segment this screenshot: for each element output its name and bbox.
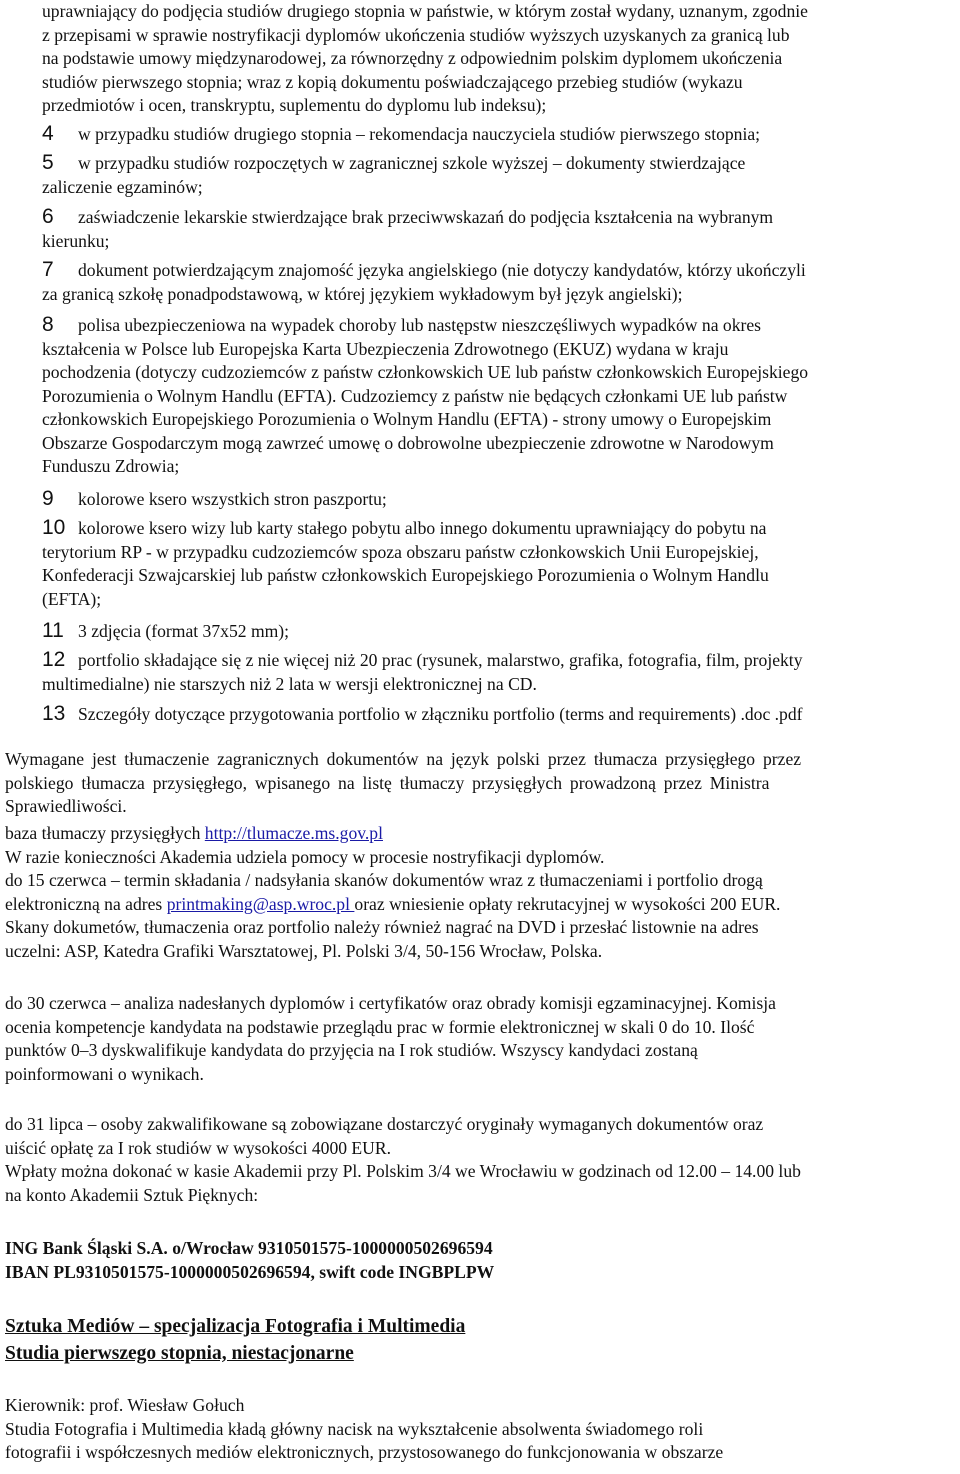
paragraph-line: Sprawiedliwości.	[5, 796, 127, 816]
paragraph-line: ocenia kompetencje kandydata na podstawie przeglądu prac w formie elektronicznej w skali 0 do 10. Ilość	[5, 1016, 755, 1037]
item-text: portfolio składające się z nie więcej niż 20 prac (rysunek, malarstwo, grafika, fotografia, film, projekty	[78, 650, 803, 670]
item-text-cont: kształcenia w Polsce lub Europejska Karta Ubezpieczenia Zdrowotnego (EKUZ) wydana w kraju	[42, 338, 729, 359]
list-item-12	[42, 648, 958, 696]
list-item-13	[42, 702, 958, 727]
intro-line: studiów pierwszego stopnia; wraz z kopią dokumentu poświadczającego przebieg studiów (wykazu	[42, 71, 743, 92]
item-text: 3 zdjęcia (format 37x52 mm);	[78, 621, 290, 641]
list-item-8	[42, 313, 958, 479]
item-text: zaświadczenie lekarskie stwierdzające brak przeciwwskazań do podjęcia kształcenia na wybranym	[78, 207, 774, 227]
section-subtitle: Studia pierwszego stopnia, niestacjonarne	[5, 1343, 354, 1364]
intro-line: z przepisami w sprawie nostryfikacji dyplomów ukończenia studiów wyższych uzyskanych za granicą lub	[42, 24, 790, 45]
paragraph-line: punktów 0–3 dyskwalifikuje kandydata do przyjęcia na I rok studiów. Wszyscy kandydaci zostaną	[5, 1040, 698, 1060]
list-item-9	[42, 487, 958, 512]
item-text-cont: kierunku;	[42, 230, 110, 251]
intro-paragraph	[42, 0, 958, 118]
paragraph-line: fotografii i współczesnych mediów elektronicznych, przystosowanego do funkcjonowania w obszarze	[5, 1442, 724, 1462]
payment-paragraph	[5, 1113, 960, 1207]
item-text-cont: Porozumienia o Wolnym Handlu (EFTA). Cudzoziemcy z państw nie będących członkami UE lub państw	[42, 385, 788, 406]
list-item-4	[42, 122, 958, 147]
nostryfikacja-line: W razie konieczności Akademia udziela pomocy w procesie nostryfikacji dyplomów.	[5, 846, 605, 867]
email-label: elektroniczną na adres	[5, 893, 167, 914]
item-text: dokument potwierdzającym znajomość języka angielskiego (nie dotyczy kandydatów, którzy ukończyli	[78, 260, 806, 280]
item-text-cont: Konfederacji Szwajcarskiej lub państw członkowskich Europejskiego Porozumienia o Wolnym Handlu	[42, 565, 769, 585]
bank-details	[5, 1237, 960, 1284]
list-item-10	[42, 516, 958, 611]
info-paragraph	[5, 822, 960, 963]
translators-database-link[interactable]: http://tlumacze.ms.gov.pl	[204, 823, 383, 843]
translation-paragraph	[5, 748, 960, 819]
section-heading	[5, 1313, 960, 1367]
section-body	[5, 1394, 960, 1465]
paragraph-line: Studia Fotografia i Multimedia kładą główny nacisk na wykształcenie absolwenta świadomego roli	[5, 1418, 704, 1439]
item-text-cont: członkowskich Europejskiego Porozumienia o Wolnym Handlu (EFTA) - strony umowy o Europejskim	[42, 409, 772, 429]
item-number: 10	[42, 516, 66, 539]
analysis-paragraph	[5, 992, 960, 1086]
item-number: 7	[42, 258, 54, 281]
email-suffix: oraz wniesienie opłaty rekrutacyjnej w wysokości 200 EUR.	[354, 893, 781, 914]
item-number: 5	[42, 151, 54, 174]
paragraph-line: Wymagane jest tłumaczenie zagranicznych dokumentów na język polski przez tłumacza przysięgłego przez	[5, 749, 802, 769]
item-text-cont: Obszarze Gospodarczym mogą zawrzeć umowę o dobrowolne ubezpieczenie zdrowotne w Narodowym	[42, 432, 774, 453]
item-text-cont: pochodzenia (dotyczy cudzoziemców z państw członkowskich UE lub państw członkowskich Europejskiego	[42, 362, 809, 382]
paragraph-line: polskiego tłumacza przysięgłego, wpisanego na listę tłumaczy przysięgłych prowadzoną przez Ministra	[5, 772, 770, 793]
paragraph-line: Wpłaty można dokonać w kasie Akademii przy Pl. Polskim 3/4 we Wrocławiu w godzinach od 12.00 – 14.00 lub	[5, 1161, 801, 1181]
item-text: kolorowe ksero wizy lub karty stałego pobytu albo innego dokumentu uprawniający do pobytu na	[78, 518, 767, 538]
paragraph-line: do 30 czerwca – analiza nadesłanych dyplomów i certyfikatów oraz obrady komisji egzaminacyjnej. Komisja	[5, 993, 776, 1013]
paragraph-line: na konto Akademii Sztuk Pięknych:	[5, 1184, 259, 1205]
item-text-cont: Funduszu Zdrowia;	[42, 456, 180, 476]
bank-account-line: ING Bank Śląski S.A. o/Wrocław 9310501575-1000000502696594	[5, 1238, 493, 1258]
item-number: 4	[42, 122, 54, 145]
item-text-cont: zaliczenie egzaminów;	[42, 176, 203, 197]
paragraph-line: poinformowani o wynikach.	[5, 1063, 204, 1084]
item-text-cont: multimedialne) nie starszych niż 2 lata w wersji elektronicznej na CD.	[42, 673, 537, 694]
item-number: 13	[42, 702, 66, 725]
kierownik-line: Kierownik: prof. Wiesław Gołuch	[5, 1395, 245, 1415]
item-number: 12	[42, 648, 66, 671]
item-number: 8	[42, 313, 54, 336]
item-text: kolorowe ksero wszystkich stron paszportu;	[78, 489, 387, 509]
item-text: Szczegóły dotyczące przygotowania portfolio w złączniku portfolio (terms and requirements) .doc .pdf	[78, 704, 803, 724]
list-item-6	[42, 205, 958, 253]
list-item-7	[42, 258, 958, 306]
item-text-cont: terytorium RP - w przypadku cudzoziemców spoza obszaru państw członkowskich Unii Europejskiej,	[42, 541, 759, 562]
item-text: w przypadku studiów drugiego stopnia – rekomendacja nauczyciela studiów pierwszego stopnia;	[78, 124, 761, 144]
intro-line: uprawniający do podjęcia studiów drugiego stopnia w państwie, w którym został wydany, uznanym, zgodnie	[42, 1, 808, 21]
paragraph-line: Skany dokumetów, tłumaczenia oraz portfolio należy również nagrać na DVD i przesłać listownie na adres	[5, 917, 759, 937]
item-text: w przypadku studiów rozpoczętych w zagranicznej szkole wyższej – dokumenty stwierdzające	[78, 153, 746, 173]
item-text: polisa ubezpieczeniowa na wypadek choroby lub następstw nieszczęśliwych wypadków na okres	[78, 315, 762, 335]
baza-label: baza tłumaczy przysięgłych	[5, 823, 205, 843]
iban-line: IBAN PL9310501575-1000000502696594, swift code INGBPLPW	[5, 1261, 495, 1282]
list-item-5	[42, 151, 958, 199]
item-number: 9	[42, 487, 54, 510]
list-item-11	[42, 619, 958, 644]
paragraph-line: uczelni: ASP, Katedra Grafiki Warsztatowej, Pl. Polski 3/4, 50-156 Wrocław, Polska.	[5, 940, 603, 961]
section-title: Sztuka Mediów – specjalizacja Fotografia i Multimedia	[5, 1316, 466, 1337]
item-text-cont: (EFTA);	[42, 588, 102, 609]
intro-line: na podstawie umowy międzynarodowej, za równorzędny z odpowiednim polskim dyplomem ukończenia	[42, 48, 783, 68]
paragraph-line: uiścić opłatę za I rok studiów w wysokości 4000 EUR.	[5, 1137, 392, 1158]
email-link[interactable]: printmaking@asp.wroc.pl	[166, 893, 355, 914]
deadline-line: do 15 czerwca – termin składania / nadsyłania skanów dokumentów wraz z tłumaczeniami i portfolio drogą	[5, 870, 763, 890]
paragraph-line: do 31 lipca – osoby zakwalifikowane są zobowiązane dostarczyć oryginały wymaganych dokumentów oraz	[5, 1114, 764, 1134]
item-text-cont: za granicą szkołę ponadpodstawową, w której językiem wykładowym był język angielski);	[42, 283, 683, 304]
item-number: 6	[42, 205, 54, 228]
intro-line: przedmiotów i ocen, transkryptu, suplementu do dyplomu lub indeksu);	[42, 95, 547, 115]
item-number: 11	[42, 619, 64, 642]
